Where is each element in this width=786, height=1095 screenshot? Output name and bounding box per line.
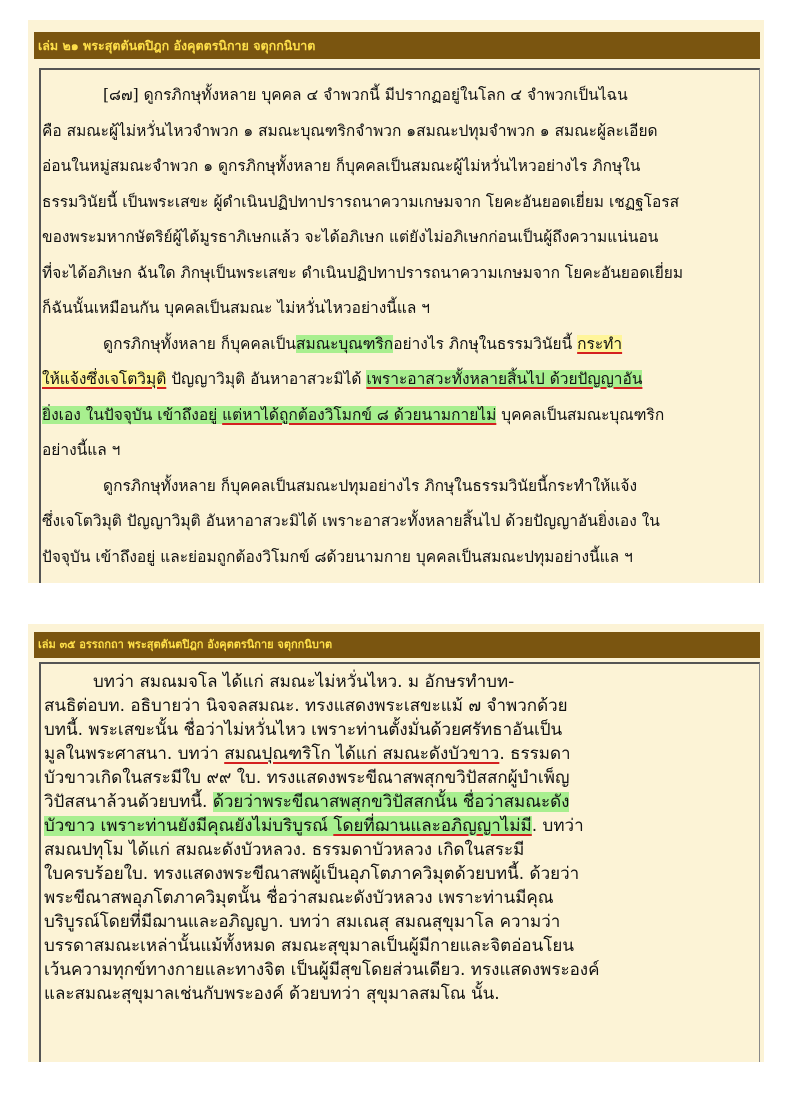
highlighted-phrase: บัวขาว เพราะท่านยังมีคุณยังไม่บริบูรณ์: [44, 816, 334, 836]
text-line: อย่างนี้แล ฯ: [42, 441, 121, 459]
text-segment: . บทว่า: [531, 816, 584, 836]
commentary-excerpt-panel: [28, 624, 764, 1062]
tipitaka-excerpt-panel: [28, 20, 764, 583]
text-segment: . ธรรมดา: [499, 744, 571, 764]
text-frame: [39, 662, 760, 1062]
text-line: [41, 362, 759, 398]
text-line: สมณปทุโม ได้แก่ สมณะดังบัวหลวง. ธรรมดาบัวหลวง เกิดในสระมี: [44, 840, 525, 860]
underlined-phrase: แต่หาได้ถูกต้องวิโมกข์ ๘ ด้วยนามกายไม่: [222, 405, 497, 424]
text-line: ใบครบร้อยใบ. ทรงแสดงพระขีณาสพผู้เป็นอุภโตภาควิมุตด้วยบทนี้. ด้วยว่า: [44, 864, 580, 884]
text-line: บทนี้. พระเสขะนั้น ชื่อว่าไม่หวั่นไหว เพราะท่านตั้งมั่นด้วยศรัทธาอันเป็น: [44, 720, 563, 740]
text-line: ที่จะได้อภิเษก ฉันใด ภิกษุเป็นพระเสขะ ดำเนินปฏิปทาปรารถนาความเกษมจาก โยคะอันยอดเยี่ยม: [42, 263, 684, 282]
text-line: สนธิต่อบท. อธิบายว่า นิจจลสมณะ. ทรงแสดงพระเสขะแม้ ๗ จำพวกด้วย: [44, 696, 568, 716]
text-segment: บุคคลเป็นสมณะบุณฑริก: [496, 405, 665, 424]
text-line: [41, 814, 759, 838]
text-line: ดูกรภิกษุทั้งหลาย ก็บุคคลเป็นสมณะปทุมอย่างไร ภิกษุในธรรมวินัยนี้กระทำให้แจ้ง: [103, 476, 638, 495]
text-line: [๘๗] ดูกรภิกษุทั้งหลาย บุคคล ๔ จำพวกนี้ มีปรากฏอยู่ในโลก ๔ จำพวกเป็นไฉน: [103, 86, 628, 104]
text-line: เว้นความทุกข์ทางกายและทางจิต เป็นผู้มีสุขโดยส่วนเดียว. ทรงแสดงพระองค์: [44, 960, 600, 980]
text-segment: วิปัสสนาล้วนด้วยบทนี้.: [44, 792, 213, 812]
text-line: และสมณะสุขุมาลเช่นกับพระองค์ ด้วยบทว่า สุขุมาลสมโณ นั้น.: [44, 984, 500, 1004]
text-line: คือ สมณะผู้ไม่หวั่นไหวจำพวก ๑ สมณะบุณฑริกจำพวก ๑สมณะปทุมจำพวก ๑ สมณะผู้ละเอียด: [42, 121, 658, 140]
underlined-phrase: กระทำ: [577, 334, 623, 353]
text-line: [41, 398, 759, 434]
underlined-phrase: ให้แจ้งซึ่งเจโตวิมุติ: [42, 370, 167, 388]
text-segment: ดูกรภิกษุทั้งหลาย ก็บุคคลเป็น: [103, 334, 297, 353]
text-line: [41, 327, 759, 363]
text-line: ปัจจุบัน เข้าถึงอยู่ และย่อมถูกต้องวิโมกข์ ๘ด้วยนามกาย บุคคลเป็นสมณะปทุมอย่างนี้แล ฯ: [42, 547, 633, 566]
volume-header: เล่ม ๒๑ พระสุตตันตปิฎก อังคุตตรนิกาย จตุกกนิบาต: [34, 32, 760, 59]
text-line: บริบูรณ์โดยที่มีฌานและอภิญญา. บทว่า สมเณสุ สมณสุขุมาโล ความว่า: [44, 912, 561, 932]
highlighted-phrase: ยิ่งเอง ในปัจจุบัน เข้าถึงอยู่: [42, 405, 223, 424]
highlighted-phrase: สมณะบุณฑริก: [296, 334, 394, 353]
text-line: บรรดาสมณะเหล่านั้นแม้ทั้งหมด สมณะสุขุมาลเป็นผู้มีกายและจิตอ่อนโยน: [44, 936, 574, 956]
text-segment: อย่างไร ภิกษุในธรรมวินัยนี้: [393, 334, 578, 353]
text-line: บัวขาวเกิดในสระมีใบ ๙๙ ใบ. ทรงแสดงพระขีณาสพสุกขวิปัสสกผู้บำเพ็ญ: [44, 768, 570, 788]
text-line: ก็ฉันนั้นเหมือนกัน บุคคลเป็นสมณะ ไม่หวั่นไหวอย่างนี้แล ฯ: [42, 299, 431, 317]
highlighted-phrase: ด้วยว่าพระขีณาสพสุกขวิปัสสกนั้น ชื่อว่าสมณะดัง: [212, 792, 570, 812]
text-frame: [39, 68, 760, 583]
text-segment: ปัญญาวิมุติ อันหาอาสวะมิได้: [166, 370, 367, 388]
text-line: [41, 742, 759, 766]
text-body: [41, 78, 759, 575]
text-line: ของพระมหากษัตริย์ผู้ได้มูรธาภิเษกแล้ว จะได้อภิเษก แต่ยังไม่อภิเษกก่อนเป็นผู้ถึงความแน่นอน: [42, 228, 659, 246]
underlined-phrase: สมณปุณฑริโก ได้แก่ สมณะดังบัวขาว: [224, 744, 500, 764]
text-line: อ่อนในหมู่สมณะจำพวก ๑ ดูกรภิกษุทั้งหลาย ก็บุคคลเป็นสมณะผู้ไม่หวั่นไหวอย่างไร ภิกษุใน: [42, 157, 641, 175]
text-body: [41, 670, 759, 1006]
text-line: [41, 790, 759, 814]
text-segment: มูลในพระศาสนา. บทว่า: [44, 744, 225, 764]
volume-header: เล่ม ๓๕ อรรถกถา พระสุตตันตปิฎก อังคุตตรนิกาย จตุกกนิบาต: [34, 632, 760, 658]
underlined-phrase: โดยที่ฌานและอภิญญาไม่มี: [333, 816, 532, 836]
text-line: บทว่า สมณมจโล ได้แก่ สมณะไม่หวั่นไหว. ม อักษรทำบท-: [93, 672, 515, 692]
text-line: พระขีณาสพอุภโตภาควิมุตนั้น ชื่อว่าสมณะดังบัวหลวง เพราะท่านมีคุณ: [44, 888, 554, 908]
highlighted-phrase: เพราะอาสวะทั้งหลายสิ้นไป ด้วยปัญญาอัน: [366, 370, 643, 388]
text-line: ซึ่งเจโตวิมุติ ปัญญาวิมุติ อันหาอาสวะมิได้ เพราะอาสวะทั้งหลายสิ้นไป ด้วยปัญญาอันยิ่งเอง ใน: [42, 512, 660, 530]
text-line: ธรรมวินัยนี้ เป็นพระเสขะ ผู้ดำเนินปฏิปทาปรารถนาความเกษมจาก โยคะอันยอดเยี่ยม เชฏฐโอรส: [42, 192, 680, 211]
